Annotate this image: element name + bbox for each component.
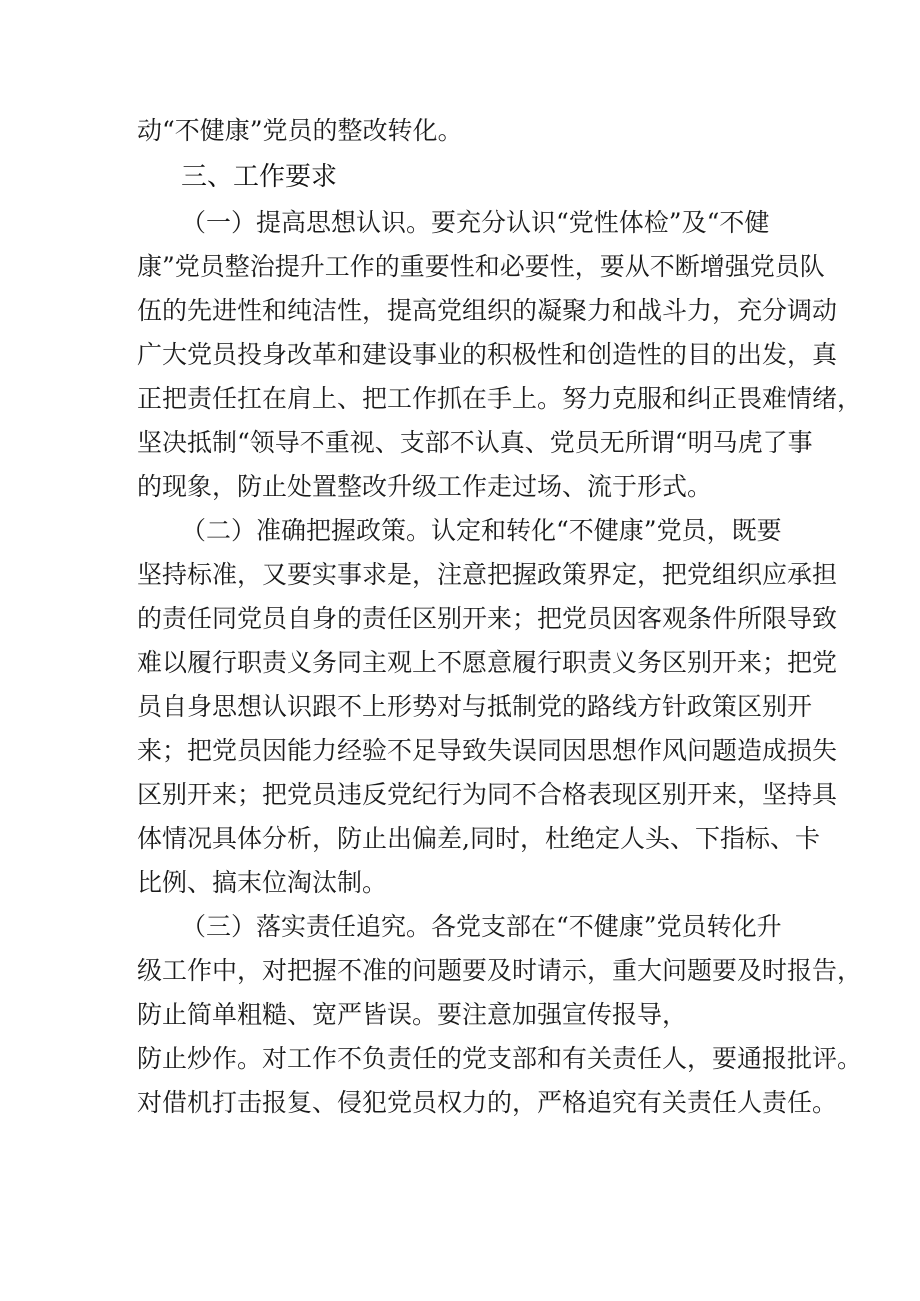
section-heading: 三、工作要求 [181, 162, 338, 192]
body-line: 广大党员投身改革和建设事业的积极性和创造性的目的出发，真 [137, 340, 838, 369]
paragraph-2-first-line: （二）准确把握政策。认定和转化“不健康”党员，既要 [181, 516, 782, 545]
body-line: 体情况具体分析，防止出偏差,同时，杜绝定人头、下指标、卡 [137, 824, 820, 853]
body-line: 级工作中，对把握不准的问题要及时请示，重大问题要及时报告， [137, 956, 863, 985]
body-line: 来；把党员因能力经验不足导致失误同因思想作风问题造成损失 [137, 736, 838, 765]
body-line: 正把责任扛在肩上、把工作抓在手上。努力克服和纠正畏难情绪， [137, 384, 863, 413]
body-line: 员自身思想认识跟不上形势对与抵制党的路线方针政策区别开 [137, 692, 813, 721]
body-line: 康”党员整治提升工作的重要性和必要性，要从不断增强党员队 [137, 252, 825, 281]
body-line: 的现象，防止处置整改升级工作走过场、流于形式。 [137, 472, 713, 501]
body-line: 防止简单粗糙、宽严皆误。要注意加强宣传报导， [137, 1000, 688, 1029]
body-line: 难以履行职责义务同主观上不愿意履行职责义务区别开来；把党 [137, 648, 838, 677]
body-line: 坚持标准，又要实事求是，注意把握政策界定，把党组织应承担 [137, 560, 838, 589]
paragraph-3-first-line: （三）落实责任追究。各党支部在“不健康”党员转化升 [181, 912, 782, 941]
body-line: 比例、搞末位淘汰制。 [137, 868, 388, 897]
body-line: 伍的先进性和纯洁性，提高党组织的凝聚力和战斗力，充分调动 [137, 296, 838, 325]
body-line: 对借机打击报复、侵犯党员权力的，严格追究有关责任人责任。 [137, 1088, 838, 1117]
body-line: 区别开来；把党员违反党纪行为同不合格表现区别开来，坚持具 [137, 780, 838, 809]
body-line: 动“不健康”党员的整改转化。 [137, 116, 463, 145]
body-line: 坚决抵制“领导不重视、支部不认真、党员无所谓“明马虎了事 [137, 428, 813, 457]
paragraph-1-first-line: （一）提高思想认识。要充分认识“党性体检”及“不健 [181, 208, 770, 237]
body-line: 的责任同党员自身的责任区别开来；把党员因客观条件所限导致 [137, 604, 838, 633]
body-line: 防止炒作。对工作不负责任的党支部和有关责任人，要通报批评。 [137, 1044, 863, 1073]
